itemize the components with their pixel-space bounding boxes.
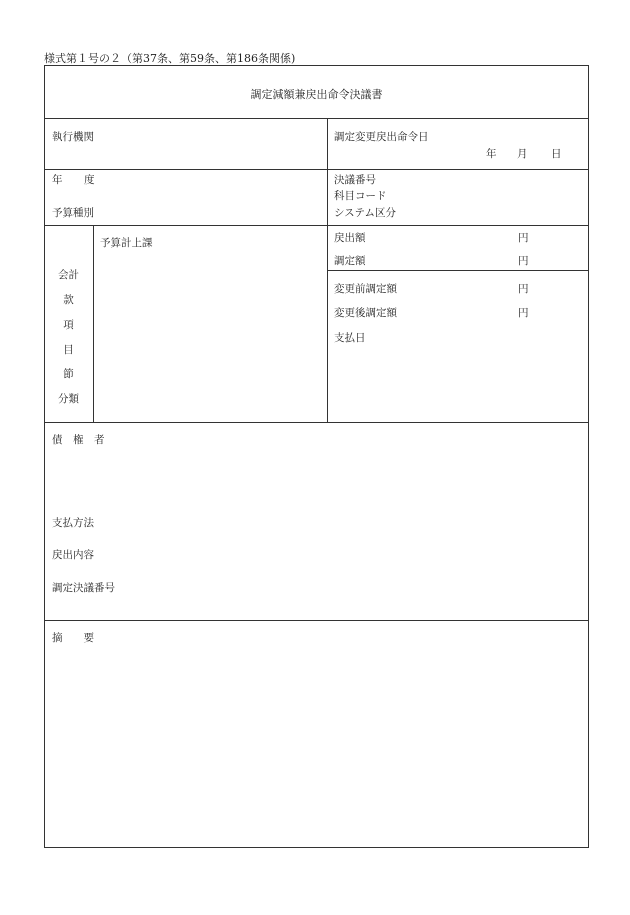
refund-amount-label: 戻出額 <box>334 232 366 244</box>
section-kou-label: 項 <box>63 319 74 331</box>
divider-center <box>327 118 328 422</box>
assessed-amount-yen: 円 <box>518 255 529 267</box>
fiscal-year-label-2: 度 <box>84 174 95 186</box>
divider-row3 <box>44 422 589 423</box>
payment-method-label: 支払方法 <box>52 517 94 529</box>
refund-content-label: 戻出内容 <box>52 549 94 561</box>
system-category-label: システム区分 <box>334 207 396 219</box>
date-month-label: 月 <box>517 148 528 160</box>
pre-change-amount-label: 変更前調定額 <box>334 283 397 295</box>
decision-no-label: 調定決議番号 <box>52 582 115 594</box>
account-label: 会計 <box>58 269 79 281</box>
section-kan-label: 款 <box>63 294 74 306</box>
divider-row4 <box>44 620 589 621</box>
budget-type-label: 予算種別 <box>52 207 94 219</box>
post-change-amount-label: 変更後調定額 <box>334 307 397 319</box>
divider-row1 <box>44 169 589 170</box>
budget-section-label: 予算計上課 <box>100 237 153 249</box>
post-change-amount-yen: 円 <box>518 307 529 319</box>
assessed-amount-label: 調定額 <box>334 255 366 267</box>
executing-agency-label: 執行機関 <box>52 131 94 143</box>
pre-change-amount-yen: 円 <box>518 283 529 295</box>
form-number-note: 様式第１号の２（第37条、第59条、第186条関係) <box>44 52 296 65</box>
refund-amount-yen: 円 <box>518 232 529 244</box>
divider-row2 <box>44 225 589 226</box>
fiscal-year-label-1: 年 <box>52 174 63 186</box>
change-date-label: 調定変更戻出命令日 <box>334 131 429 143</box>
form-title: 調定減額兼戻出命令決議書 <box>250 88 383 101</box>
divider-amounts <box>327 270 589 271</box>
summary-label: 摘 要 <box>52 632 94 644</box>
form-frame <box>44 65 589 848</box>
payment-date-label: 支払日 <box>334 332 366 344</box>
section-moku-label: 目 <box>63 344 74 356</box>
divider-account-col <box>93 225 94 422</box>
date-day-label: 日 <box>551 148 562 160</box>
date-year-label: 年 <box>486 148 497 160</box>
classification-label: 分類 <box>58 393 79 405</box>
decision-number-label: 決議番号 <box>334 174 376 186</box>
divider-title <box>44 118 589 119</box>
section-setsu-label: 節 <box>63 368 74 380</box>
subject-code-label: 科目コード <box>334 190 387 202</box>
creditor-label: 債 権 者 <box>52 434 105 446</box>
